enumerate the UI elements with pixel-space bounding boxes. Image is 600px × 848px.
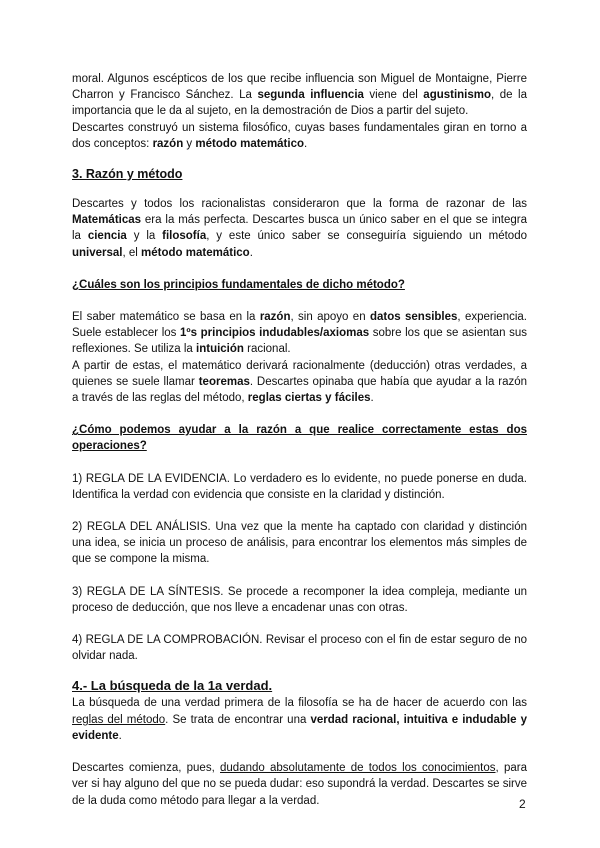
rule-item: 2) REGLA DEL ANÁLISIS. Una vez que la mente ha captado con claridad y distinción una idea, se inicia un proceso de análisis, para encontrar los elementos más simples de que se compone la misma. [72, 521, 527, 566]
page-content [72, 71, 527, 809]
paragraph: A partir de estas, el matemático derivará racionalmente (deducción) otras verdades, a quienes se suele llamar teoremas. Descartes opinaba que había que ayudar a la razón a través de las reglas del método, reglas ciertas y fáciles. [72, 359, 528, 405]
rule-item: 1) REGLA DE LA EVIDENCIA. Lo verdadero es lo evidente, no puede ponerse en duda. Identifica la verdad con evidencia que consiste en la claridad y distinción. [72, 472, 527, 501]
paragraph: El saber matemático se basa en la razón, sin apoyo en datos sensibles, experiencia. Suele establecer los 1ºs principios indudables/axiomas sobre los que se asientan sus reflexiones. Se utiliza la intuición racional. [72, 311, 527, 356]
paragraph: moral. Algunos escépticos de los que recibe influencia son Miguel de Montaigne, Pierre Charron y Francisco Sánchez. La segunda influencia viene del agustinismo, de la importancia que le da al sujeto, en la demostración de Dios a partir del sujeto. [72, 73, 527, 118]
question-heading: ¿Cuáles son los principios fundamentales de dicho método? [72, 278, 405, 291]
rule-item: 4) REGLA DE LA COMPROBACIÓN. Revisar el proceso con el fin de estar seguro de no olvidar nada. [72, 634, 527, 663]
question-heading: ¿Cómo podemos ayudar a la razón a que realice correctamente estas dos operaciones? [72, 424, 527, 453]
section-heading: 3. Razón y método [72, 167, 183, 182]
rule-item: 3) REGLA DE LA SÍNTESIS. Se procede a recomponer la idea compleja, mediante un proceso de deducción, que nos lleve a encadenar unas con otras. [72, 585, 527, 614]
paragraph: La búsqueda de una verdad primera de la filosofía se ha de hacer de acuerdo con las reglas del método. Se trata de encontrar una verdad racional, intuitiva e indudable y evidente. [72, 697, 527, 742]
section-heading: 4.- La búsqueda de la 1a verdad. [72, 678, 273, 694]
page-number: 2 [519, 797, 526, 811]
paragraph: Descartes y todos los racionalistas consideraron que la forma de razonar de las Matemáticas era la más perfecta. Descartes busca un único saber en el que se integra la ciencia y la filosofía, y este único saber se conseguiría siguiendo un método universal, el método matemático. [72, 198, 527, 259]
paragraph: Descartes construyó un sistema filosófico, cuyas bases fundamentales giran en torno a dos conceptos: razón y método matemático. [72, 121, 527, 150]
paragraph: Descartes comienza, pues, dudando absolutamente de todos los conocimientos, para ver si hay alguno del que no se pueda dudar: eso supondrá la verdad. Descartes se sirve de la duda como método para llegar a la verdad. [72, 762, 527, 807]
